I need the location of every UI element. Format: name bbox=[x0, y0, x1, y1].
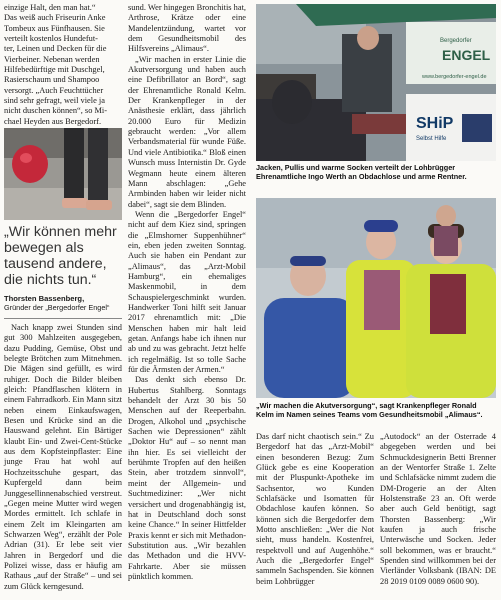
col1-line: Vierbeiner. Nebenan werden bbox=[4, 54, 100, 64]
banner-url-text: www.bergedorfer-engel.de bbox=[422, 74, 487, 80]
col1-line: versorgt. „Auch Feuchttücher bbox=[4, 85, 104, 95]
col2-paragraph: Wenn die „Bergedorfer Engel“ nicht auf dem Kiez sind, springen die „Elmshorner Suppenhühner“ ein, eben jeden zweiten Sonntag. Auch sie haben ein Pendant zur „Alimaus“, das „Arzt-Mobil Hamburg“, ein ehemaliges Maskenmobil, in dem Schauspielergeschminkt wurden. Handwerker Toni hilft seit Januar 2017 ehrenamtlich mit: „Die Menschen haben mir halt leid getan. Anfangs habe ich ihnen nur ab und zu was gebracht. Jetzt helfe ich regelmäßig. Ist so tolle Sache für die Ärmsten der Armen.“ bbox=[128, 209, 246, 375]
photo-team-graphic bbox=[256, 198, 496, 398]
street-photo-left-graphic bbox=[4, 128, 122, 220]
col1-body bbox=[4, 323, 122, 598]
photo-engel-graphic bbox=[256, 4, 496, 161]
quote-role: Gründer der „Bergedorfer Engel“ bbox=[4, 303, 110, 312]
photo-engel-stand bbox=[256, 4, 496, 161]
banner-engel-text: ENGEL bbox=[442, 47, 491, 63]
col1-paragraph: Nach knapp zwei Stunden sind gut 300 Mahlzeiten ausgegeben, dazu Pudding, Gemüse, Obst und belegte Brötchen zum Mitnehmen. Die Mägen sind gefüllt, es wird ruhiger. Doch die Bilder bleiben gleich: Pfandflaschen klötern in einem Fahrradkorb. Ein Mann sitzt neben einem Einkaufswagen, Besen und Krücke sind an die Hauswand gelehnt. Ein Bärtiger klaubt Ein- und Zwei-Cent-Stücke aus dem Kopfsteinpflaster: Eine junge Frau hat wohl auf Hochzeitsschuhe gespart, das Kupfergeld dann beim Junggesellinnenabschied verstreut. „Gegen meine Mutter wird wegen Mordes ermittelt. Ich schlafe in einem Zelt im Kleingarten am Schwarzen Weg“, erzählt der Pole Adrian (31). Er lebe seit vier Jahren in Bergedorf und die Polizei wisse, dass er häufig am Rathaus „auf der Straße“ – und sei zum Glück kerngesund. bbox=[4, 323, 122, 591]
col2-body bbox=[128, 3, 246, 581]
street-photo-left bbox=[4, 128, 122, 220]
col2-paragraph: „Wir machen in erster Linie die Akutversorgung und haben auch eine Defibrillator an Bord“, sagt der Ehrenamtliche Ronald Kelm. Der Krankenpfleger in der Anästhesie erklärt, dass jährlich 20.000 Euro für Medizin gebraucht werden: „Vor allem Verbandsmaterial für wunde Füße. Und viele Antibiotika.“ Bloß einen Wunsch muss Internistin Dr. Gyde Wegmann heute einem älteren Mann abschlagen: „Gehe Armbinden haben wir leider nicht dabei“, sagt sie dem Blinden. bbox=[128, 54, 246, 209]
col1-line: sind sehr gefragt, weil viele ja bbox=[4, 96, 105, 106]
col2-paragraph: Das denkt sich ebenso Dr. Hubertus Stahlberg. Sonntags behandelt der Arzt 30 bis 50 Menschen auf der Reeperbahn. Drogen, Alkohol und „psychische Sachen wie Depressionen“ zählt „Doktor Hu“ auf – so nennt man ihn hier. Es sei vielleicht der berühmte Tropfen auf den heißen Stein, aber trotzdem sinnvoll“, meint der Allgemein- und Suchtmediziner: „Wer nicht versichert und drogenabhängig ist, hat in Deutschland doch sonst keine Chance.“ In seiner Hittfelder Praxis kennt er sich mit Methadon-Substitution aus. „Wir bezahlen das Methadon und die HVV-Fahrkarte. Aber sie müssen pünktlich kommen. bbox=[128, 375, 246, 581]
col1-line: chael Heyden aus Bergedorf. bbox=[4, 116, 102, 126]
pull-quote bbox=[4, 224, 122, 316]
banner-small-text: Bergedorfer bbox=[440, 38, 472, 44]
photo2-caption: „Wir machen die Akutversorgung“, sagt Krankenpfleger Ronald Kelm im Namen seines Teams vom Gesundheitsmobil „Alimaus“. bbox=[256, 401, 483, 419]
col2-bottom-paragraph: Das darf nicht chaotisch sein.“ Zu Bergedorf hat das „Arzt-Mobil“ einen besonderen Bezug: Zum Glück gebe es eine Kooperation mit der Pluspunkt-Apotheke im Sachsentor, wo Kunden Schlafsäcke und Isomatten für Obdachlose kaufen können. So können sich die Bergedorfer dem Motto anschließen: „Wer die Not sieht, muss handeln. Kostenfrei, respektvoll und auf Augenhöhe.“ Auch die „Bergedorfer Engel“ sammeln Sachspenden. Sie können beim Lohbrügger bbox=[256, 432, 374, 586]
col1-line: Hilfebedürftige mit Duschgel, bbox=[4, 65, 105, 75]
quote-divider bbox=[4, 318, 122, 319]
quote-author: Thorsten Bassenberg, bbox=[4, 294, 85, 303]
col2-paragraph: sund. Wer hingegen Bronchitis hat, Arthrose, Krätze oder eine Mandelentzündung, wartet vor dem Gesundheitsmobil des Hilfsvereins „Alimaus“. bbox=[128, 3, 246, 54]
photo1-caption: Jacken, Pullis und warme Socken verteilt der Lohbrügger Ehrenamtliche Ingo Werth an Obdachlose und arme Rentner. bbox=[256, 163, 467, 181]
col1-line: nicht duschen können“, so Mi- bbox=[4, 106, 108, 116]
ship-sub-text: Selbst Hilfe bbox=[416, 136, 447, 142]
col1-line: ter, Leinen und Decken für die bbox=[4, 44, 107, 54]
col1-line: verteilt kostenlos Hundefut- bbox=[4, 34, 98, 44]
col1-line: Tombeux aus Fünfhausen. Sie bbox=[4, 23, 105, 33]
col2-bottom-body bbox=[256, 432, 374, 598]
col1-line: Das weiß auch Friseurin Anke bbox=[4, 13, 106, 23]
photo-alimaus-team bbox=[256, 198, 496, 398]
col1-line: Rasierschaum und Shampoo bbox=[4, 75, 100, 85]
ship-logo-text: SHiP bbox=[416, 115, 454, 132]
col3-bottom-paragraph: „Autodock“ an der Osterrade 4 abgegeben werden und bei Schmuckdesignerin Betti Brenner an der Wentorfer Straße 1. Zelte und Schlafsäcke nimmt zudem die DM-Drogerie an der Alten Holstenstraße 23 an. Oft werde aber auch Geld benötigt, sagt Thorsten Bassenberg: „Wir kaufen ja auch frische Unterwäsche und Socken. Jeder soll bekommen, was er braucht.“ Spenden sind willkommen bei der Vierländer Volksbank (IBAN: DE 28 2019 0109 0089 0600 90). bbox=[380, 432, 496, 586]
quote-text: „Wir können mehr bewegen als tausend andere, die nichts tun.“ bbox=[4, 224, 117, 288]
col1-top-text bbox=[4, 3, 122, 127]
col3-bottom-body bbox=[380, 432, 496, 598]
col1-line: einzige Halt, den man hat.“ bbox=[4, 3, 96, 12]
